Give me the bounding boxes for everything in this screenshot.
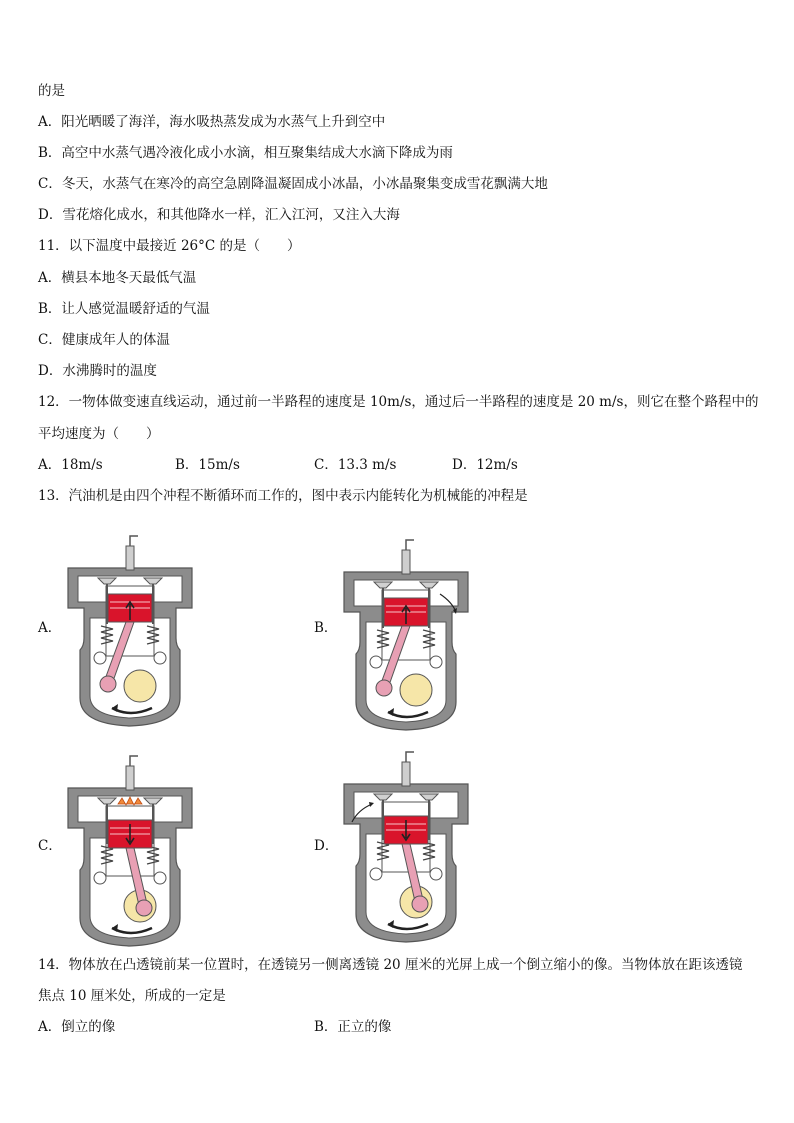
q12-option-c: C．13.3 m/s [314, 457, 397, 473]
engine-d-label[interactable]: D． [314, 838, 339, 854]
q14-stem-line2: 焦点 10 厘米处，所成的一定是 [38, 988, 226, 1004]
q12-option-a: A．18m/s [38, 457, 103, 473]
prev-question-tail: 的是 [38, 83, 65, 99]
engine-a-label[interactable]: A． [38, 620, 62, 636]
q11-option-c: C．健康成年人的体温 [38, 332, 170, 348]
q12-stem-line2: 平均速度为（ ） [38, 426, 160, 442]
engine-b-label[interactable]: B． [314, 620, 338, 636]
spark-icon [118, 797, 142, 805]
q12-option-b: B．15m/s [175, 457, 240, 473]
q11-option-d: D．水沸腾时的温度 [38, 363, 157, 379]
prev-option-c: C．冬天，水蒸气在寒冷的高空急剧降温凝固成小冰晶，小冰晶聚集变成雪花飘满大地 [38, 176, 548, 192]
engine-a-diagram [60, 528, 200, 728]
engine-b-diagram [336, 532, 476, 732]
engine-d-diagram [336, 744, 476, 944]
engine-c-label[interactable]: C． [38, 838, 62, 854]
engine-c-diagram [60, 748, 200, 948]
q11-option-b: B．让人感觉温暖舒适的气温 [38, 301, 210, 317]
q12-stem-line1: 12．一物体做变速直线运动，通过前一半路程的速度是 10m/s，通过后一半路程的速度是 20 m/s，则它在整个路程中的 [38, 394, 759, 410]
q14-option-a: A．倒立的像 [38, 1019, 116, 1035]
q13-stem: 13．汽油机是由四个冲程不断循环而工作的，图中表示内能转化为机械能的冲程是 [38, 488, 528, 504]
q11-stem: 11．以下温度中最接近 26°C 的是（ ） [38, 238, 301, 254]
q14-option-b: B．正立的像 [314, 1019, 392, 1035]
q11-option-a: A．横县本地冬天最低气温 [38, 270, 197, 286]
q14-stem-line1: 14．物体放在凸透镜前某一位置时，在透镜另一侧离透镜 20 厘米的光屏上成一个倒立缩小的像。当物体放在距该透镜 [38, 957, 743, 973]
prev-option-b: B．高空中水蒸气遇冷液化成小水滴，相互聚集结成大水滴下降成为雨 [38, 145, 453, 161]
q12-option-d: D．12m/s [452, 457, 518, 473]
prev-option-a: A．阳光晒暖了海洋，海水吸热蒸发成为水蒸气上升到空中 [38, 114, 386, 130]
prev-option-d: D．雪花熔化成水，和其他降水一样，汇入江河，又注入大海 [38, 207, 400, 223]
